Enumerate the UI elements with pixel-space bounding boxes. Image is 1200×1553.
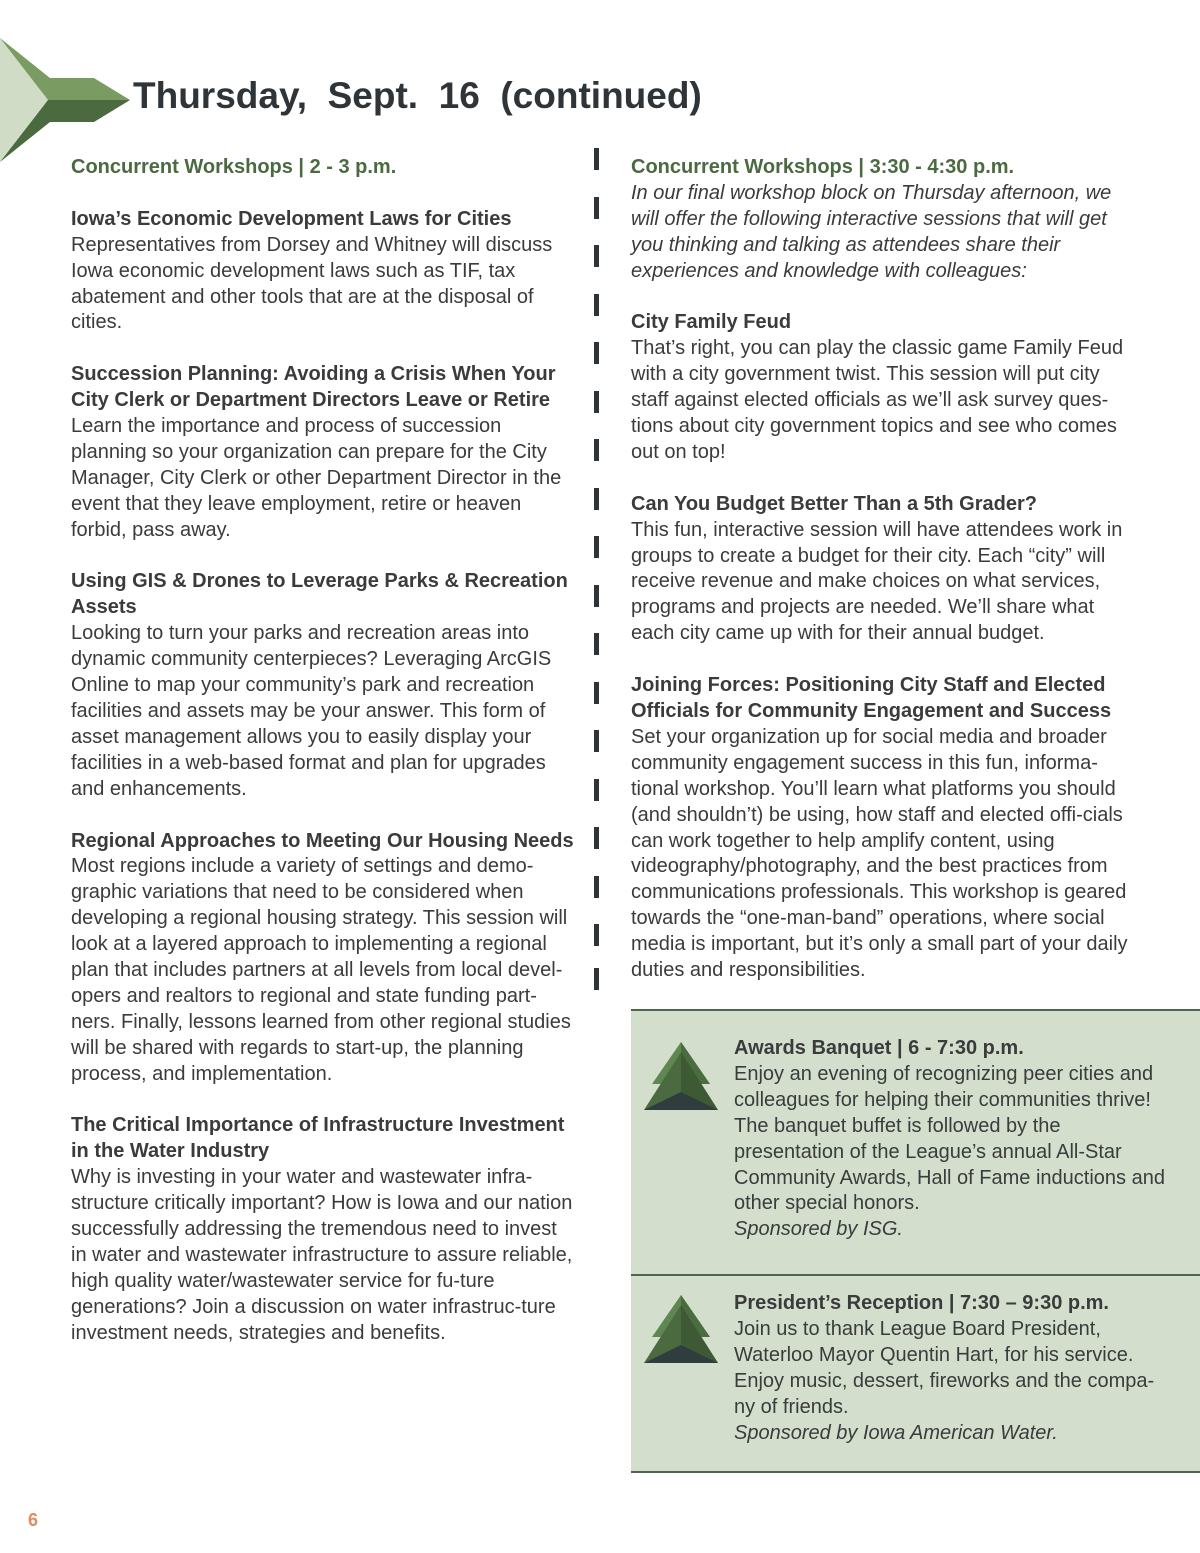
tree-icon	[644, 1042, 718, 1110]
workshop-description: Learn the importance and process of succession planning so your organization can prepare for the City Manager, City Clerk or other Department Director in the event that they leave employment, retire or heaven forbid, pass away.	[71, 415, 562, 541]
divider-dash	[594, 827, 599, 849]
right-column	[631, 155, 1136, 1010]
divider-dash	[594, 779, 599, 801]
section-heading: Concurrent Workshops | 2 - 3 p.m.	[71, 156, 397, 178]
event-text	[734, 1291, 1174, 1446]
divider-dash	[594, 968, 599, 990]
workshop-description: Looking to turn your parks and recreation areas into dynamic community centerpieces? Leveraging ArcGIS Online to map your community’s park and recreation facilities and assets may be your answer. This form of asset management allows you to easily display your facilities in a web-based format and plan for upgrades and enhancements.	[71, 622, 552, 800]
section-heading: Concurrent Workshops | 3:30 - 4:30 p.m.	[631, 156, 1015, 178]
page-title: Thursday, Sept. 16 (continued)	[133, 75, 702, 116]
workshop-title: Using GIS & Drones to Leverage Parks & Recreation Assets	[71, 570, 568, 619]
workshop-title: Joining Forces: Positioning City Staff and Elected Officials for Community Engagement and Success	[631, 674, 1112, 722]
workshop-title: City Family Feud	[631, 311, 792, 334]
divider-dash	[594, 536, 599, 558]
page-number: 6	[28, 1510, 39, 1530]
arrow-graphic-icon	[0, 38, 130, 162]
left-column	[71, 155, 576, 1373]
event-sponsor: Sponsored by Iowa American Water.	[734, 1421, 1058, 1444]
divider-dash	[594, 876, 599, 898]
divider-dash	[594, 682, 599, 704]
divider-dash	[594, 245, 599, 267]
workshop-item	[631, 310, 1136, 465]
workshop-title: Can You Budget Better Than a 5th Grader?	[631, 492, 1037, 515]
event-sponsor: Sponsored by ISG.	[734, 1218, 903, 1241]
workshop-description: That’s right, you can play the classic game Family Feud with a city government twist. This session will put city staff against elected officials as we’ll ask survey ques-tions about city government topics and see who comes out on top!	[631, 337, 1124, 463]
workshop-item	[71, 362, 576, 543]
column-divider	[594, 148, 600, 998]
workshop-item	[631, 673, 1136, 984]
workshop-description: Representatives from Dorsey and Whitney will discuss Iowa economic development laws such as TIF, tax abatement and other tools that are at the disposal of cities.	[71, 233, 553, 334]
workshop-title: Succession Planning: Avoiding a Crisis When Your City Clerk or Department Directors Leave or Retire	[71, 363, 556, 412]
workshop-description: Most regions include a variety of settings and demo-graphic variations that need to be considered when developing a regional housing strategy. This session will look at a layered approach to implementing a regional plan that includes partners at all levels from local devel-opers and realtors to regional and state funding part-ners. Finally, lessons learned from other regional studies will be shared with regards to start-up, the planning process, and implementation.	[71, 855, 571, 1085]
event-box-presidents-reception	[631, 1274, 1200, 1473]
workshop-item	[631, 492, 1136, 647]
workshop-title: Iowa’s Economic Development Laws for Cities	[71, 207, 512, 230]
divider-dash	[594, 148, 599, 170]
tree-icon	[644, 1295, 718, 1363]
divider-dash	[594, 633, 599, 655]
event-description: Enjoy an evening of recognizing peer cities and colleagues for helping their communities thrive! The banquet buffet is followed by the presentation of the League’s annual All-Star Community Awards, Hall of Fame inductions and other special honors.	[734, 1062, 1165, 1215]
divider-dash	[594, 488, 599, 510]
workshop-title: Regional Approaches to Meeting Our Housing Needs	[71, 829, 574, 852]
workshop-item	[71, 569, 576, 802]
event-text	[734, 1036, 1174, 1243]
event-box-awards-banquet	[631, 1009, 1200, 1276]
workshop-item	[71, 207, 576, 337]
workshop-description: Why is investing in your water and wastewater infra-structure critically important? How is Iowa and our nation successfully addressing the tremendous need to invest in water and wastewater infrastructure to assure reliable, high quality water/wastewater service for fu-ture generations? Join a discussion on water infrastruc-ture investment needs, strategies and benefits.	[71, 1166, 573, 1344]
divider-dash	[594, 391, 599, 413]
workshop-description: Set your organization up for social media and broader community engagement success in this fun, informa-tional workshop. You’ll learn what platforms you should (and shouldn’t) be using, how staff and elected offi-cials can work together to help amplify content, using videography/photography, and the best practices from communications professionals. This workshop is geared towards the “one-man-band” operations, where social media is important, but it’s only a small part of your daily duties and responsibilities.	[631, 725, 1128, 982]
workshop-description: This fun, interactive session will have attendees work in groups to create a budget for their city. Each “city” will receive revenue and make choices on what services, programs and projects are needed. We’ll share what each city came up with for their annual budget.	[631, 518, 1123, 645]
divider-dash	[594, 439, 599, 461]
divider-dash	[594, 342, 599, 364]
divider-dash	[594, 924, 599, 946]
section-intro: In our final workshop block on Thursday afternoon, we will offer the following interactive sessions that will get you thinking and talking as attendees share their experiences and knowledge with colleagues:	[631, 181, 1112, 282]
divider-dash	[594, 197, 599, 219]
event-description: Join us to thank League Board President, Waterloo Mayor Quentin Hart, for his service. Enjoy music, dessert, fireworks and the compa-ny of friends.	[734, 1317, 1155, 1418]
divider-dash	[594, 585, 599, 607]
event-title: Awards Banquet | 6 - 7:30 p.m.	[734, 1037, 1024, 1059]
workshop-title: The Critical Importance of Infrastructure Investment in the Water Industry	[71, 1114, 565, 1163]
divider-dash	[594, 294, 599, 316]
workshop-item	[71, 1113, 576, 1346]
divider-dash	[594, 730, 599, 752]
workshop-item	[71, 829, 576, 1088]
event-title: President’s Reception | 7:30 – 9:30 p.m.	[734, 1292, 1109, 1314]
